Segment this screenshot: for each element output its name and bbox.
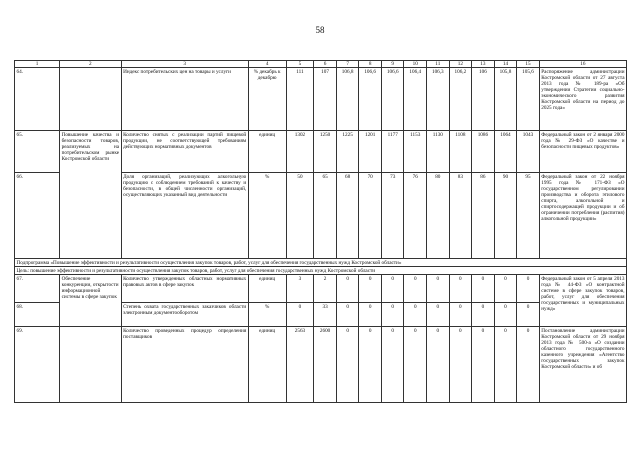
value-cell: 0 [472, 275, 495, 303]
value-cell: 1302 [286, 131, 314, 173]
header-cell: 13 [472, 61, 495, 68]
goal-title: Цель: повышение эффективности и результативности осуществления закупок товаров, работ, услуг для обеспечения государственных нужд Костромской области [15, 267, 627, 275]
column-numbers-row [15, 61, 627, 68]
value-cell: 33 [314, 303, 337, 327]
header-cell: 14 [494, 61, 517, 68]
value-cell: 1064 [494, 131, 517, 173]
value-cell: 0 [404, 327, 427, 403]
row-number: 66. [15, 173, 60, 259]
value-cell: 0 [494, 275, 517, 303]
value-cell: 0 [472, 327, 495, 403]
header-cell: 9 [381, 61, 404, 68]
indicator-name: Доля организаций, реализующих алкогольную продукцию с соблюдением требований к качеству и безопасности, в общей численности организаций, осуществляющих указанный вид деятельности [121, 173, 248, 259]
value-cell: 65 [314, 173, 337, 259]
header-cell: 8 [359, 61, 382, 68]
table-row-69 [15, 327, 627, 403]
page-number: 58 [315, 25, 325, 35]
value-cell: 76 [404, 173, 427, 259]
value-cell: 68 [336, 173, 359, 259]
header-cell: 11 [427, 61, 450, 68]
value-cell: 90 [494, 173, 517, 259]
value-cell: 106,2 [449, 68, 472, 131]
value-cell: 83 [449, 173, 472, 259]
legal-basis: Постановление администрации Костромской области от 29 ноября 2013 года № 500-а «О создании областного государственного казенного учреждения «Агентство государственных закупок Костромской области» и об [539, 327, 626, 403]
task-cell [60, 68, 122, 131]
table-row-64 [15, 68, 627, 131]
value-cell: 106,6 [359, 68, 382, 131]
value-cell: 95 [517, 173, 540, 259]
header-cell: 5 [286, 61, 314, 68]
unit-cell: единиц [248, 275, 286, 303]
task-cell: Повышение качества и безопасности товаров, реализуемых на потребительском рынке Костромской области [60, 131, 122, 259]
header-cell: 6 [314, 61, 337, 68]
row-number: 67. [15, 275, 60, 303]
value-cell: 0 [517, 275, 540, 303]
value-cell: 1043 [517, 131, 540, 173]
table-row-67 [15, 275, 627, 303]
value-cell: 1225 [336, 131, 359, 173]
value-cell: 1108 [449, 131, 472, 173]
indicator-name: Степень охвата государственных заказчиков области электронным документооборотом [121, 303, 248, 327]
value-cell: 2600 [314, 327, 337, 403]
header-cell: 15 [517, 61, 540, 68]
value-cell: 1153 [404, 131, 427, 173]
value-cell: 0 [359, 275, 382, 303]
value-cell: 0 [427, 327, 450, 403]
value-cell: 86 [472, 173, 495, 259]
value-cell: 0 [336, 275, 359, 303]
goal-row [15, 267, 627, 275]
value-cell: 0 [336, 327, 359, 403]
value-cell: 0 [286, 303, 314, 327]
header-cell: 16 [539, 61, 626, 68]
value-cell: 106,4 [404, 68, 427, 131]
value-cell: 0 [517, 303, 540, 327]
value-cell: 0 [404, 275, 427, 303]
value-cell: 0 [449, 275, 472, 303]
value-cell: 0 [381, 275, 404, 303]
indicator-name: Количество снятых с реализации партий пищевой продукции, не соответствующей требованиям действующих нормативных документов [121, 131, 248, 173]
value-cell: 0 [381, 303, 404, 327]
value-cell: 0 [494, 303, 517, 327]
legal-basis: Распоряжение администрации Костромской области от 27 августа 2013 года № 189-ра «Об утверждении Стратегии социально-экономического развития Костромской области на период до 2025 года» [539, 68, 626, 131]
value-cell: 0 [449, 303, 472, 327]
value-cell: 105,6 [517, 68, 540, 131]
subprogram-title: Подпрограмма «Повышение эффективности и результативности осуществления закупок товаров, работ, услуг для обеспечения государственных нужд Костромской области» [15, 259, 627, 267]
value-cell: 2 [314, 275, 337, 303]
value-cell: 1086 [472, 131, 495, 173]
value-cell: 106 [472, 68, 495, 131]
legal-basis: Федеральный закон от 2 января 2000 года № 29-ФЗ «О качестве и безопасности пищевых продуктов» [539, 131, 626, 173]
unit-cell: единиц [248, 131, 286, 173]
indicator-name: Количество проведенных процедур определения поставщиков [121, 327, 248, 403]
value-cell: 2563 [286, 327, 314, 403]
header-cell: 7 [336, 61, 359, 68]
value-cell: 0 [404, 303, 427, 327]
unit-cell: % [248, 173, 286, 259]
value-cell: 0 [427, 275, 450, 303]
value-cell: 0 [359, 327, 382, 403]
value-cell: 0 [472, 303, 495, 327]
value-cell: 80 [427, 173, 450, 259]
value-cell: 1130 [427, 131, 450, 173]
value-cell: 0 [517, 327, 540, 403]
value-cell: 0 [494, 327, 517, 403]
value-cell: 107 [314, 68, 337, 131]
header-cell: 2 [60, 61, 122, 68]
value-cell: 111 [286, 68, 314, 131]
header-cell: 3 [121, 61, 248, 68]
value-cell: 1177 [381, 131, 404, 173]
value-cell: 70 [359, 173, 382, 259]
value-cell: 0 [359, 303, 382, 327]
value-cell: 50 [286, 173, 314, 259]
value-cell: 73 [381, 173, 404, 259]
value-cell: 1201 [359, 131, 382, 173]
value-cell: 106,6 [381, 68, 404, 131]
indicator-name: Количество утвержденных областных нормативных правовых актов в сфере закупок [121, 275, 248, 303]
value-cell: 105,8 [494, 68, 517, 131]
row-number: 65. [15, 131, 60, 173]
legal-basis: Федеральный закон от 22 ноября 1995 года № 171-ФЗ «О государственном регулировании производства и оборота этилового спирта, алкогольной и спиртосодержащей продукции и об ограничении потребления (распития) алкогольной продукции» [539, 173, 626, 259]
header-cell: 10 [404, 61, 427, 68]
value-cell: 0 [427, 303, 450, 327]
value-cell: 0 [449, 327, 472, 403]
value-cell: 3 [286, 275, 314, 303]
row-number: 64. [15, 68, 60, 131]
row-number: 69. [15, 327, 60, 403]
task-cell: Обеспечение конкуренции, открытости информационной системы в сфере закупок [60, 275, 122, 327]
indicator-name: Индекс потребительских цен на товары и услуги [121, 68, 248, 131]
subprogram-row [15, 259, 627, 267]
legal-basis: Федеральный закон от 5 апреля 2013 года № 44-ФЗ «О контрактной системе в сфере закупок товаров, работ, услуг для обеспечения государственных и муниципальных нужд» [539, 275, 626, 327]
task-cell [60, 327, 122, 403]
indicators-table [14, 60, 627, 403]
value-cell: 0 [336, 303, 359, 327]
unit-cell: % декабрь к декабрю [248, 68, 286, 131]
value-cell: 1250 [314, 131, 337, 173]
value-cell: 106,3 [427, 68, 450, 131]
value-cell: 0 [381, 327, 404, 403]
unit-cell: % [248, 303, 286, 327]
header-cell: 12 [449, 61, 472, 68]
row-number: 68. [15, 303, 60, 327]
table-row-65 [15, 131, 627, 173]
value-cell: 106,8 [336, 68, 359, 131]
unit-cell: единиц [248, 327, 286, 403]
header-cell: 4 [248, 61, 286, 68]
header-cell: 1 [15, 61, 60, 68]
